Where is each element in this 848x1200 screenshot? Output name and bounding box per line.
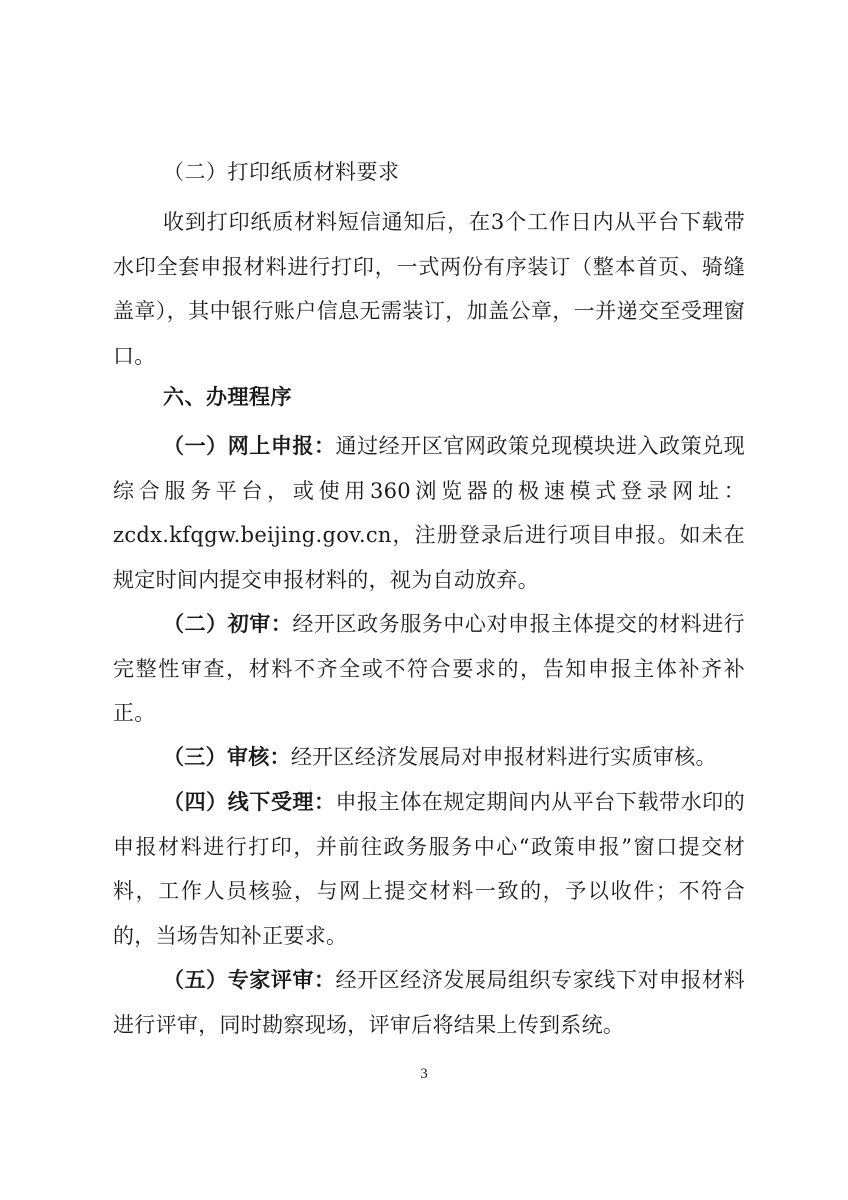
print-requirements-heading: （二）打印纸质材料要求	[163, 160, 400, 184]
procedure-step-4-text: 申报主体在规定期间内从平台下载带水印的申报材料进行打印，并前往政务服务中心“政策申报”窗口提交材料，工作人员核验，与网上提交材料一致的，予以收件；不符合的，当场告知补正要求。	[113, 790, 745, 948]
procedure-step-3	[113, 735, 745, 780]
procedure-heading: 六、办理程序	[163, 385, 292, 409]
procedure-step-3-text: 经开区经济发展局对申报材料进行实质审核。	[290, 745, 717, 769]
procedure-step-1-text: 通过经开区官网政策兑现模块进入政策兑现综合服务平台，或使用360浏览器的极速模式登录网址：zcdx.kfqgw.beijing.gov.cn，注册登录后进行项目申报。如未在规定时间内提交申报材料的，视为自动放弃。	[113, 434, 745, 592]
procedure-step-4-lead: （四）线下受理：	[163, 790, 336, 814]
procedure-step-4	[113, 780, 745, 958]
page-number: 3	[420, 1066, 428, 1082]
procedure-step-5	[113, 958, 745, 1047]
procedure-step-1-lead: （一）网上申报：	[163, 434, 336, 458]
procedure-step-5-lead: （五）专家评审：	[163, 968, 336, 992]
procedure-step-2-lead: （二）初审：	[163, 612, 293, 636]
procedure-step-2-text: 经开区政务服务中心对申报主体提交的材料进行完整性审查，材料不齐全或不符合要求的，告知申报主体补齐补正。	[113, 612, 745, 725]
print-requirements-paragraph: 收到打印纸质材料短信通知后，在3个工作日内从平台下载带水印全套申报材料进行打印，一式两份有序装订（整本首页、骑缝盖章），其中银行账户信息无需装订，加盖公章，一并递交至受理窗口。	[113, 210, 745, 368]
procedure-step-2	[113, 602, 745, 736]
procedure-step-1	[113, 424, 745, 602]
procedure-step-5-text: 经开区经济发展局组织专家线下对申报材料进行评审，同时勘察现场，评审后将结果上传到系统。	[113, 968, 745, 1037]
procedure-step-3-lead: （三）审核：	[163, 745, 291, 769]
